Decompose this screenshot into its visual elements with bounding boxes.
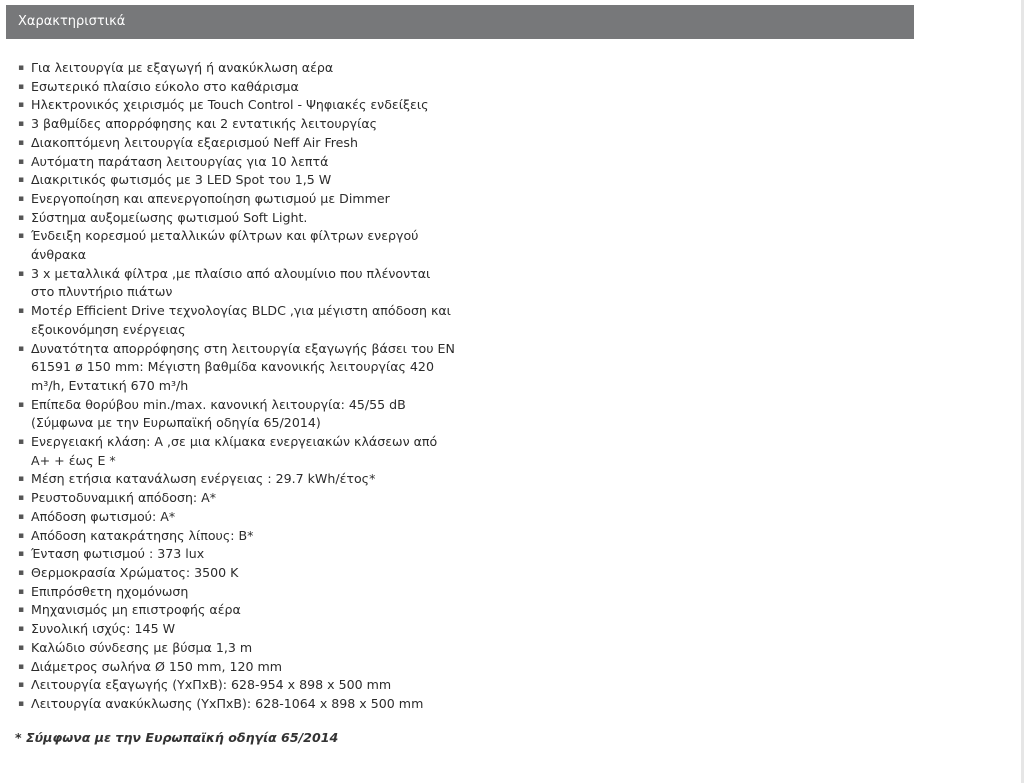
bullet-icon: ▪: [18, 306, 25, 317]
list-item-text: Επιπρόσθετη ηχομόνωση: [31, 583, 189, 599]
bullet-icon: ▪: [18, 81, 25, 92]
list-item-text: Μέση ετήσια κατανάλωση ενέργειας : 29.7 kWh/έτος*: [31, 471, 376, 487]
list-item-text: Διακριτικός φωτισμός με 3 LED Spot του 1,5 W: [31, 172, 332, 188]
list-item-text: Ένταση φωτισμού : 373 lux: [31, 546, 205, 562]
list-item: [17, 601, 457, 620]
list-item-text: Μηχανισμός μη επιστροφής αέρα: [31, 602, 241, 618]
list-item: [17, 545, 457, 564]
list-item: [17, 433, 457, 470]
bullet-icon: ▪: [18, 343, 25, 354]
list-item: [17, 470, 457, 489]
list-item-text: Ενεργοποίηση και απενεργοποίηση φωτισμού με Dimmer: [31, 190, 390, 206]
list-item: [17, 265, 457, 302]
list-item: [17, 620, 457, 639]
feature-list: [17, 59, 457, 714]
list-item-text: Θερμοκρασία Χρώματος: 3500 K: [31, 564, 239, 580]
bullet-icon: ▪: [18, 437, 25, 448]
list-item-text: Αυτόματη παράταση λειτουργίας για 10 λεπτά: [31, 153, 329, 169]
bullet-icon: ▪: [18, 399, 25, 410]
list-item: [17, 676, 457, 695]
bullet-icon: ▪: [18, 586, 25, 597]
list-item-text: Ενεργειακή κλάση: A ,σε μια κλίμακα ενεργειακών κλάσεων από A+ + έως E *: [31, 434, 438, 468]
list-item: [17, 340, 457, 396]
list-item: [17, 209, 457, 228]
footnote: * Σύμφωνα με την Ευρωπαϊκή οδηγία 65/2014: [15, 730, 339, 745]
list-item: [17, 527, 457, 546]
bullet-icon: ▪: [18, 567, 25, 578]
bullet-icon: ▪: [18, 530, 25, 541]
bullet-icon: ▪: [18, 474, 25, 485]
list-item: [17, 134, 457, 153]
section-header: [6, 5, 914, 39]
list-item-text: Δυνατότητα απορρόφησης στη λειτουργία εξαγωγής βάσει του EN 61591 ø 150 mm: Μέγιστη βαθμίδα κανονικής λειτουργίας 420 m³/h, Εντατική 670 m³/h: [31, 340, 455, 393]
list-item: [17, 508, 457, 527]
bullet-icon: ▪: [18, 212, 25, 223]
bullet-icon: ▪: [18, 642, 25, 653]
bullet-icon: ▪: [18, 175, 25, 186]
list-item-text: Καλώδιο σύνδεσης με βύσμα 1,3 m: [31, 639, 253, 655]
bullet-icon: ▪: [18, 156, 25, 167]
list-item: [17, 583, 457, 602]
bullet-icon: ▪: [18, 680, 25, 691]
list-item: [17, 190, 457, 209]
list-item-text: Διάμετρος σωλήνα Ø 150 mm, 120 mm: [31, 658, 283, 674]
list-item: [17, 115, 457, 134]
list-item-text: Λειτουργία ανακύκλωσης (ΥxΠxΒ): 628-1064 x 898 x 500 mm: [31, 695, 424, 711]
bullet-icon: ▪: [18, 511, 25, 522]
list-item-text: Ρευστοδυναμική απόδοση: A*: [31, 490, 217, 506]
bullet-icon: ▪: [18, 231, 25, 242]
list-item: [17, 227, 457, 264]
list-item: [17, 59, 457, 78]
list-item: [17, 639, 457, 658]
bullet-icon: ▪: [18, 493, 25, 504]
list-item-text: Εσωτερικό πλαίσιο εύκολο στο καθάρισμα: [31, 78, 299, 94]
list-item-text: Διακοπτόμενη λειτουργία εξαερισμού Neff Air Fresh: [31, 134, 358, 150]
bullet-icon: ▪: [18, 549, 25, 560]
list-item-text: Για λειτουργία με εξαγωγή ή ανακύκλωση αέρα: [31, 60, 334, 75]
list-item: [17, 489, 457, 508]
list-item-text: Λειτουργία εξαγωγής (ΥxΠxΒ): 628-954 x 898 x 500 mm: [31, 677, 392, 693]
bullet-icon: ▪: [18, 661, 25, 672]
list-item: [17, 302, 457, 339]
list-item-text: Ένδειξη κορεσμού μεταλλικών φίλτρων και φίλτρων ενεργού άνθρακα: [31, 228, 419, 263]
bullet-icon: ▪: [18, 698, 25, 709]
list-item-text: Σύστημα αυξομείωσης φωτισμού Soft Light.: [31, 209, 308, 225]
list-item-text: Απόδοση κατακράτησης λίπους: B*: [31, 527, 254, 543]
list-item: [17, 171, 457, 190]
bullet-icon: ▪: [18, 119, 25, 130]
bullet-icon: ▪: [18, 63, 25, 73]
bullet-icon: ▪: [18, 137, 25, 148]
list-item-text: Μοτέρ Efficient Drive τεχνολογίας BLDC ,για μέγιστη απόδοση και εξοικονόμηση ενέργειας: [31, 303, 451, 337]
bullet-icon: ▪: [18, 193, 25, 204]
section-title: Χαρακτηριστικά: [18, 14, 126, 29]
list-item-text: Επίπεδα θορύβου min./max. κανονική λειτουργία: 45/55 dB (Σύμφωνα με την Ευρωπαϊκή οδηγία 65/2014): [31, 396, 406, 431]
list-item-text: Συνολική ισχύς: 145 W: [31, 621, 176, 637]
list-item-text: 3 x μεταλλικά φίλτρα ,με πλαίσιο από αλουμίνιο που πλένονται στο πλυντήριο πιάτων: [31, 265, 431, 300]
list-item: [17, 153, 457, 172]
list-item: [17, 658, 457, 677]
bullet-icon: ▪: [18, 100, 25, 111]
list-item: [17, 396, 457, 433]
list-item-text: Απόδοση φωτισμού: A*: [31, 508, 176, 524]
list-item: [17, 96, 457, 115]
list-item: [17, 695, 457, 714]
bullet-icon: ▪: [18, 605, 25, 616]
bullet-icon: ▪: [18, 268, 25, 279]
list-item: [17, 564, 457, 583]
list-item: [17, 78, 457, 97]
bullet-icon: ▪: [18, 624, 25, 635]
list-item-text: Ηλεκτρονικός χειρισμός με Touch Control - Ψηφιακές ενδείξεις: [31, 97, 429, 113]
list-item-text: 3 βαθμίδες απορρόφησης και 2 εντατικής λειτουργίας: [31, 116, 378, 132]
